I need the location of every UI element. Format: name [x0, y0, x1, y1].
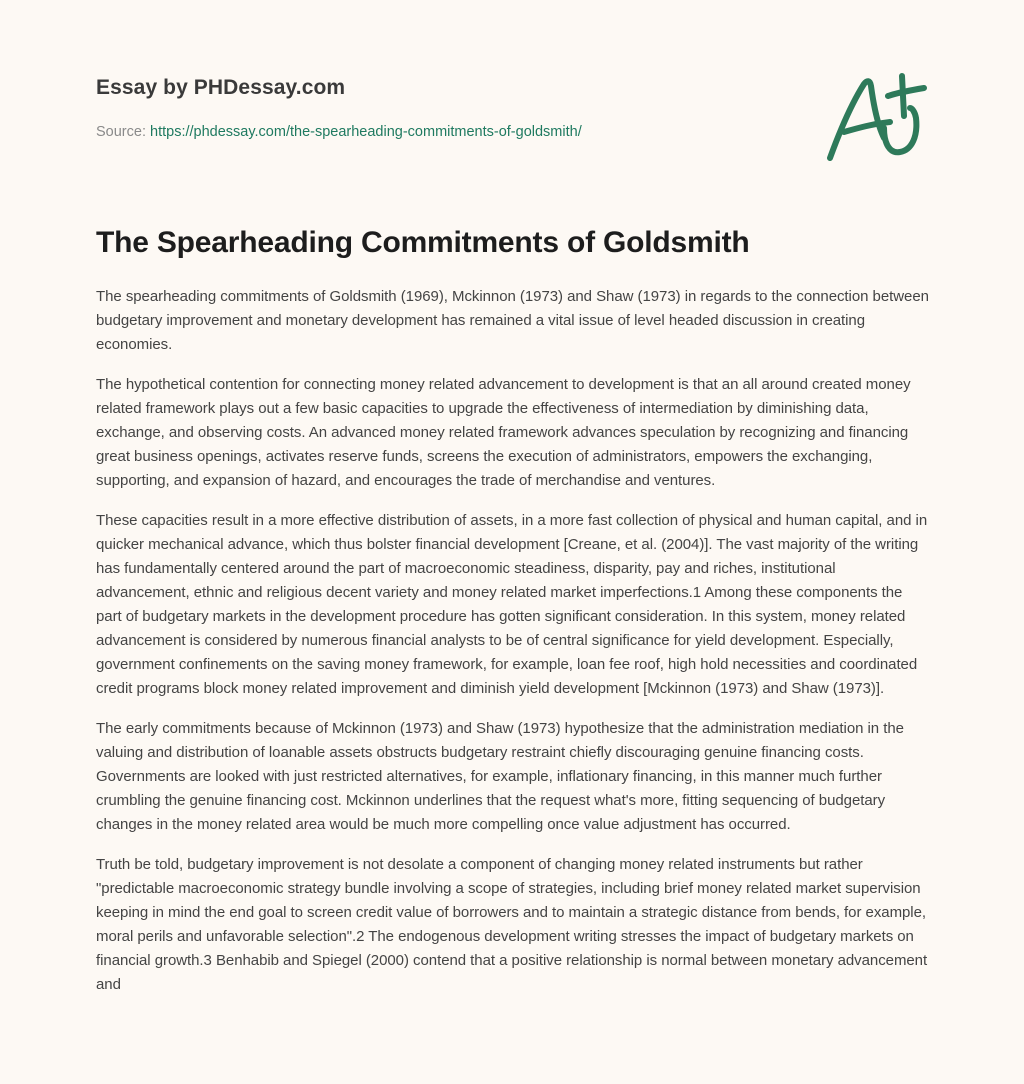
- article-body: [96, 285, 932, 1013]
- article-paragraph: The spearheading commitments of Goldsmith (1969), Mckinnon (1973) and Shaw (1973) in regards to the connection between budgetary improvement and monetary development has remained a vital issue of level headed discussion in creating economies.: [96, 288, 929, 353]
- article-paragraph: The early commitments because of Mckinnon (1973) and Shaw (1973) hypothesize that the administration mediation in the valuing and distribution of loanable assets obstructs budgetary restraint chiefly discouraging genuine financing costs. Governments are looked with just restricted alternatives, for example, inflationary financing, in this manner much further crumbling the genuine financing cost. Mckinnon underlines that the request what's more, fitting sequencing of budgetary changes in the money related area would be much more compelling once value adjustment has occurred.: [96, 720, 904, 833]
- article-title: The Spearheading Commitments of Goldsmith: [96, 226, 750, 259]
- a-plus-grade-icon: [824, 66, 928, 164]
- essay-page: [96, 0, 932, 993]
- site-brand: Essay by PHDessay.com: [96, 76, 346, 99]
- article-paragraph: Truth be told, budgetary improvement is not desolate a component of changing money related instruments but rather "predictable macroeconomic strategy bundle involving a scope of strategies, including brief money related market supervision keeping in mind the end goal to screen credit value of borrowers and to maintain a strategic distance from bends, for example, moral perils and unfavorable selection".2 The endogenous development writing stresses the impact of budgetary markets on financial growth.3 Benhabib and Spiegel (2000) contend that a positive relationship is normal between monetary advancement and: [96, 856, 928, 993]
- article-paragraph: The hypothetical contention for connecting money related advancement to development is that an all around created money related framework plays out a few basic capacities to upgrade the effectiveness of intermediation by diminishing data, exchange, and observing costs. An advanced money related framework advances speculation by recognizing and financing great business openings, activates reserve funds, screens the execution of administrators, empowers the exchanging, supporting, and expansion of hazard, and encourages the trade of merchandise and ventures.: [96, 376, 911, 489]
- source-label: Source:: [96, 124, 146, 140]
- source-line: [96, 124, 582, 140]
- source-link[interactable]: https://phdessay.com/the-spearheading-commitments-of-goldsmith/: [150, 124, 582, 140]
- article-paragraph: These capacities result in a more effective distribution of assets, in a more fast collection of physical and human capital, and in quicker mechanical advance, which thus bolster financial development [Creane, et al. (2004)]. The vast majority of the writing has fundamentally centered around the part of macroeconomic steadiness, disparity, pay and riches, institutional advancement, ethnic and religious decent variety and money related market imperfections.1 Among these components the part of budgetary markets in the development procedure has gotten significant consideration. In this system, money related advancement is considered by numerous financial analysts to be of central significance for yield development. Especially, government confinements on the saving money framework, for example, loan fee roof, high hold necessities and coordinated credit programs block money related improvement and diminish yield development [Mckinnon (1973) and Shaw (1973)].: [96, 512, 928, 697]
- page-header: [96, 0, 932, 190]
